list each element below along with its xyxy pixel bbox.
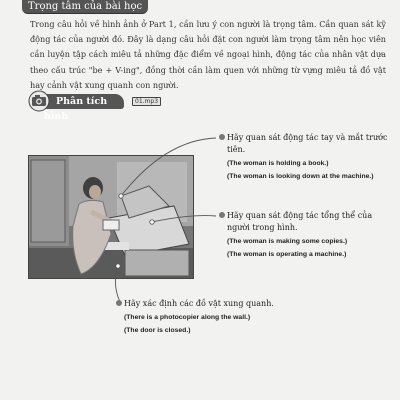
bullet-dot-icon: [219, 134, 225, 140]
camera-icon: [28, 90, 52, 112]
intro-paragraph: Trong câu hỏi về hình ảnh ở Part 1, cần lưu ý con người là trọng tâm. Cần quan sát kỹ động tác của người đó. Đây là dạng câu hỏi đặt con người làm trọng tâm nên học viên cần luyện tập cách miêu tả những đặc điểm về ngoại hình, động tác của nhân vật dựa theo cấu trúc "be + V-ing", đồng thời cần làm quen với những từ vựng miêu tả đồ vật hay cảnh vật xung quanh con người.: [30, 19, 386, 90]
office-photo: [28, 155, 194, 279]
callout-answer: (The woman is holding a book.): [227, 160, 329, 167]
callout-question: Hãy quan sát động tác tổng thể của người trong hình.: [227, 211, 373, 232]
callout-hands-eyes: [219, 132, 389, 182]
callout-question: Hãy xác định các đồ vật xung quanh.: [124, 299, 274, 308]
callout-answer: (The woman is operating a machine.): [227, 251, 347, 258]
lesson-focus-banner: Trọng tâm của bài học: [22, 0, 148, 14]
analysis-heading: [22, 90, 172, 122]
callout-overall-action: [219, 210, 389, 260]
bullet-dot-icon: [116, 300, 122, 306]
bullet-dot-icon: [219, 212, 225, 218]
callout-answer: (The door is closed.): [124, 327, 191, 334]
callout-question: Hãy quan sát động tác tay và mắt trước tiên.: [227, 133, 388, 154]
analysis-title: Phân tích hình: [44, 94, 124, 109]
photocopier-scene: [29, 156, 193, 278]
callout-answer: (The woman is making some copies.): [227, 238, 348, 245]
callout-answer: (The woman is looking down at the machine.): [227, 173, 374, 180]
callout-answer: (There is a photocopier along the wall.): [124, 314, 251, 321]
callout-surrounding-objects: [116, 298, 306, 336]
audio-track-badge[interactable]: 01.mp3: [132, 97, 161, 106]
